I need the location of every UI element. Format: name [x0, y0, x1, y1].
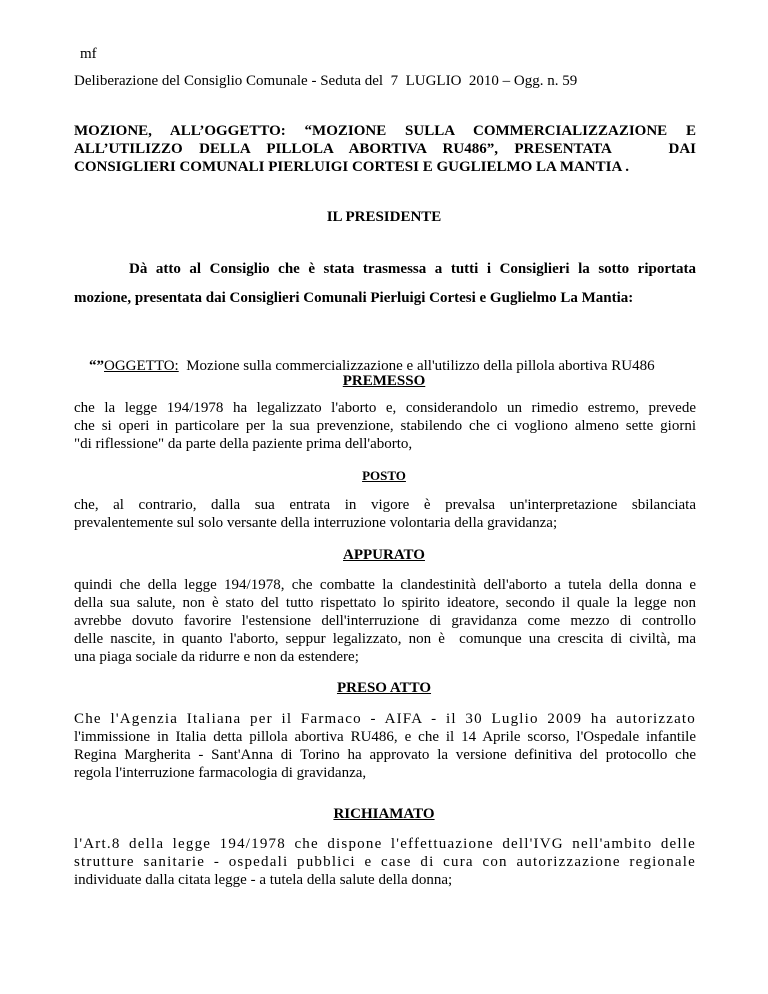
section-heading-premesso: PREMESSO — [342, 373, 426, 389]
title-line-1: MOZIONE, ALL’OGGETTO: “MOZIONE SULLA COMMERCIALIZZAZIONE E — [74, 123, 696, 139]
section-heading-preso-atto: PRESO ATTO — [336, 680, 432, 696]
oggetto-quotes: “” — [89, 358, 104, 374]
posto-line-1: che, al contrario, dalla sua entrata in vigore è prevalsa un'interpretazione sbilanciata — [74, 497, 696, 513]
preso-atto-line-4: regola l'interruzione farmacologia di gravidanza, — [74, 765, 367, 781]
intro-line-1: Dà atto al Consiglio che è stata trasmessa a tutti i Consiglieri la sotto riportata — [129, 261, 696, 277]
section-heading-appurato: APPURATO — [343, 547, 425, 563]
title-line-3: CONSIGLIERI COMUNALI PIERLUIGI CORTESI E GUGLIELMO LA MANTIA . — [74, 159, 629, 175]
premesso-line-1: che la legge 194/1978 ha legalizzato l'aborto e, considerandolo un rimedio estremo, prevede — [74, 400, 696, 416]
posto-line-2: prevalentemente sul solo versante della interruzione volontaria della gravidanza; — [74, 515, 558, 531]
appurato-line-5: una piaga sociale da ridurre e non da estendere; — [74, 649, 359, 665]
appurato-line-4: delle nascite, in quanto l'aborto, seppur legalizzato, non è comunque una crescita di civiltà, ma — [74, 631, 696, 647]
preso-atto-line-1: Che l'Agenzia Italiana per il Farmaco - AIFA - il 30 Luglio 2009 ha autorizzato — [74, 711, 696, 727]
oggetto-label: OGGETTO: — [104, 358, 179, 374]
section-heading-richiamato: RICHIAMATO — [333, 806, 435, 822]
appurato-line-3: avrebbe dovuto favorire l'estensione dell'interruzione di gravidanza come mezzo di controllo — [74, 613, 696, 629]
intro-line-2: mozione, presentata dai Consiglieri Comunali Pierluigi Cortesi e Guglielmo La Mantia: — [74, 290, 634, 306]
richiamato-line-3: individuate dalla citata legge - a tutela della salute della donna; — [74, 872, 453, 888]
appurato-line-1: quindi che della legge 194/1978, che combatte la clandestinità dell'aborto a tutela della donna e — [74, 577, 696, 593]
richiamato-line-2: strutture sanitarie - ospedali pubblici e case di cura con autorizzazione regionale — [74, 854, 696, 870]
preso-atto-line-2: l'immissione in Italia detta pillola abortiva RU486, e che il 14 Aprile scorso, l'Ospedale infantile — [74, 729, 696, 745]
preso-atto-line-3: Regina Margherita - Sant'Anna di Torino ha approvato la versione definitiva del protocollo che — [74, 747, 696, 763]
richiamato-line-1: l'Art.8 della legge 194/1978 che dispone l'effettuazione dell'IVG nell'ambito delle — [74, 836, 696, 852]
section-heading-posto: POSTO — [362, 468, 406, 483]
appurato-line-2: della sua salute, non è stato del tutto rispettato lo spirito ideatore, secondo il quale la legge non — [74, 595, 696, 611]
header-initials: mf — [80, 46, 97, 62]
presidente-heading: IL PRESIDENTE — [326, 209, 442, 225]
premesso-line-2: che si operi in particolare per la sua prevenzione, stabilendo che ci vogliono almeno sette giorni — [74, 418, 696, 434]
oggetto-text: Mozione sulla commercializzazione e all'utilizzo della pillola abortiva RU486 — [178, 358, 655, 374]
deliberazione-line: Deliberazione del Consiglio Comunale - Seduta del 7 LUGLIO 2010 – Ogg. n. 59 — [74, 73, 578, 89]
title-line-2: ALL’UTILIZZO DELLA PILLOLA ABORTIVA RU486”, PRESENTATA DAI — [74, 141, 696, 157]
premesso-line-3: "di riflessione" da parte della paziente prima dell'aborto, — [74, 436, 413, 452]
